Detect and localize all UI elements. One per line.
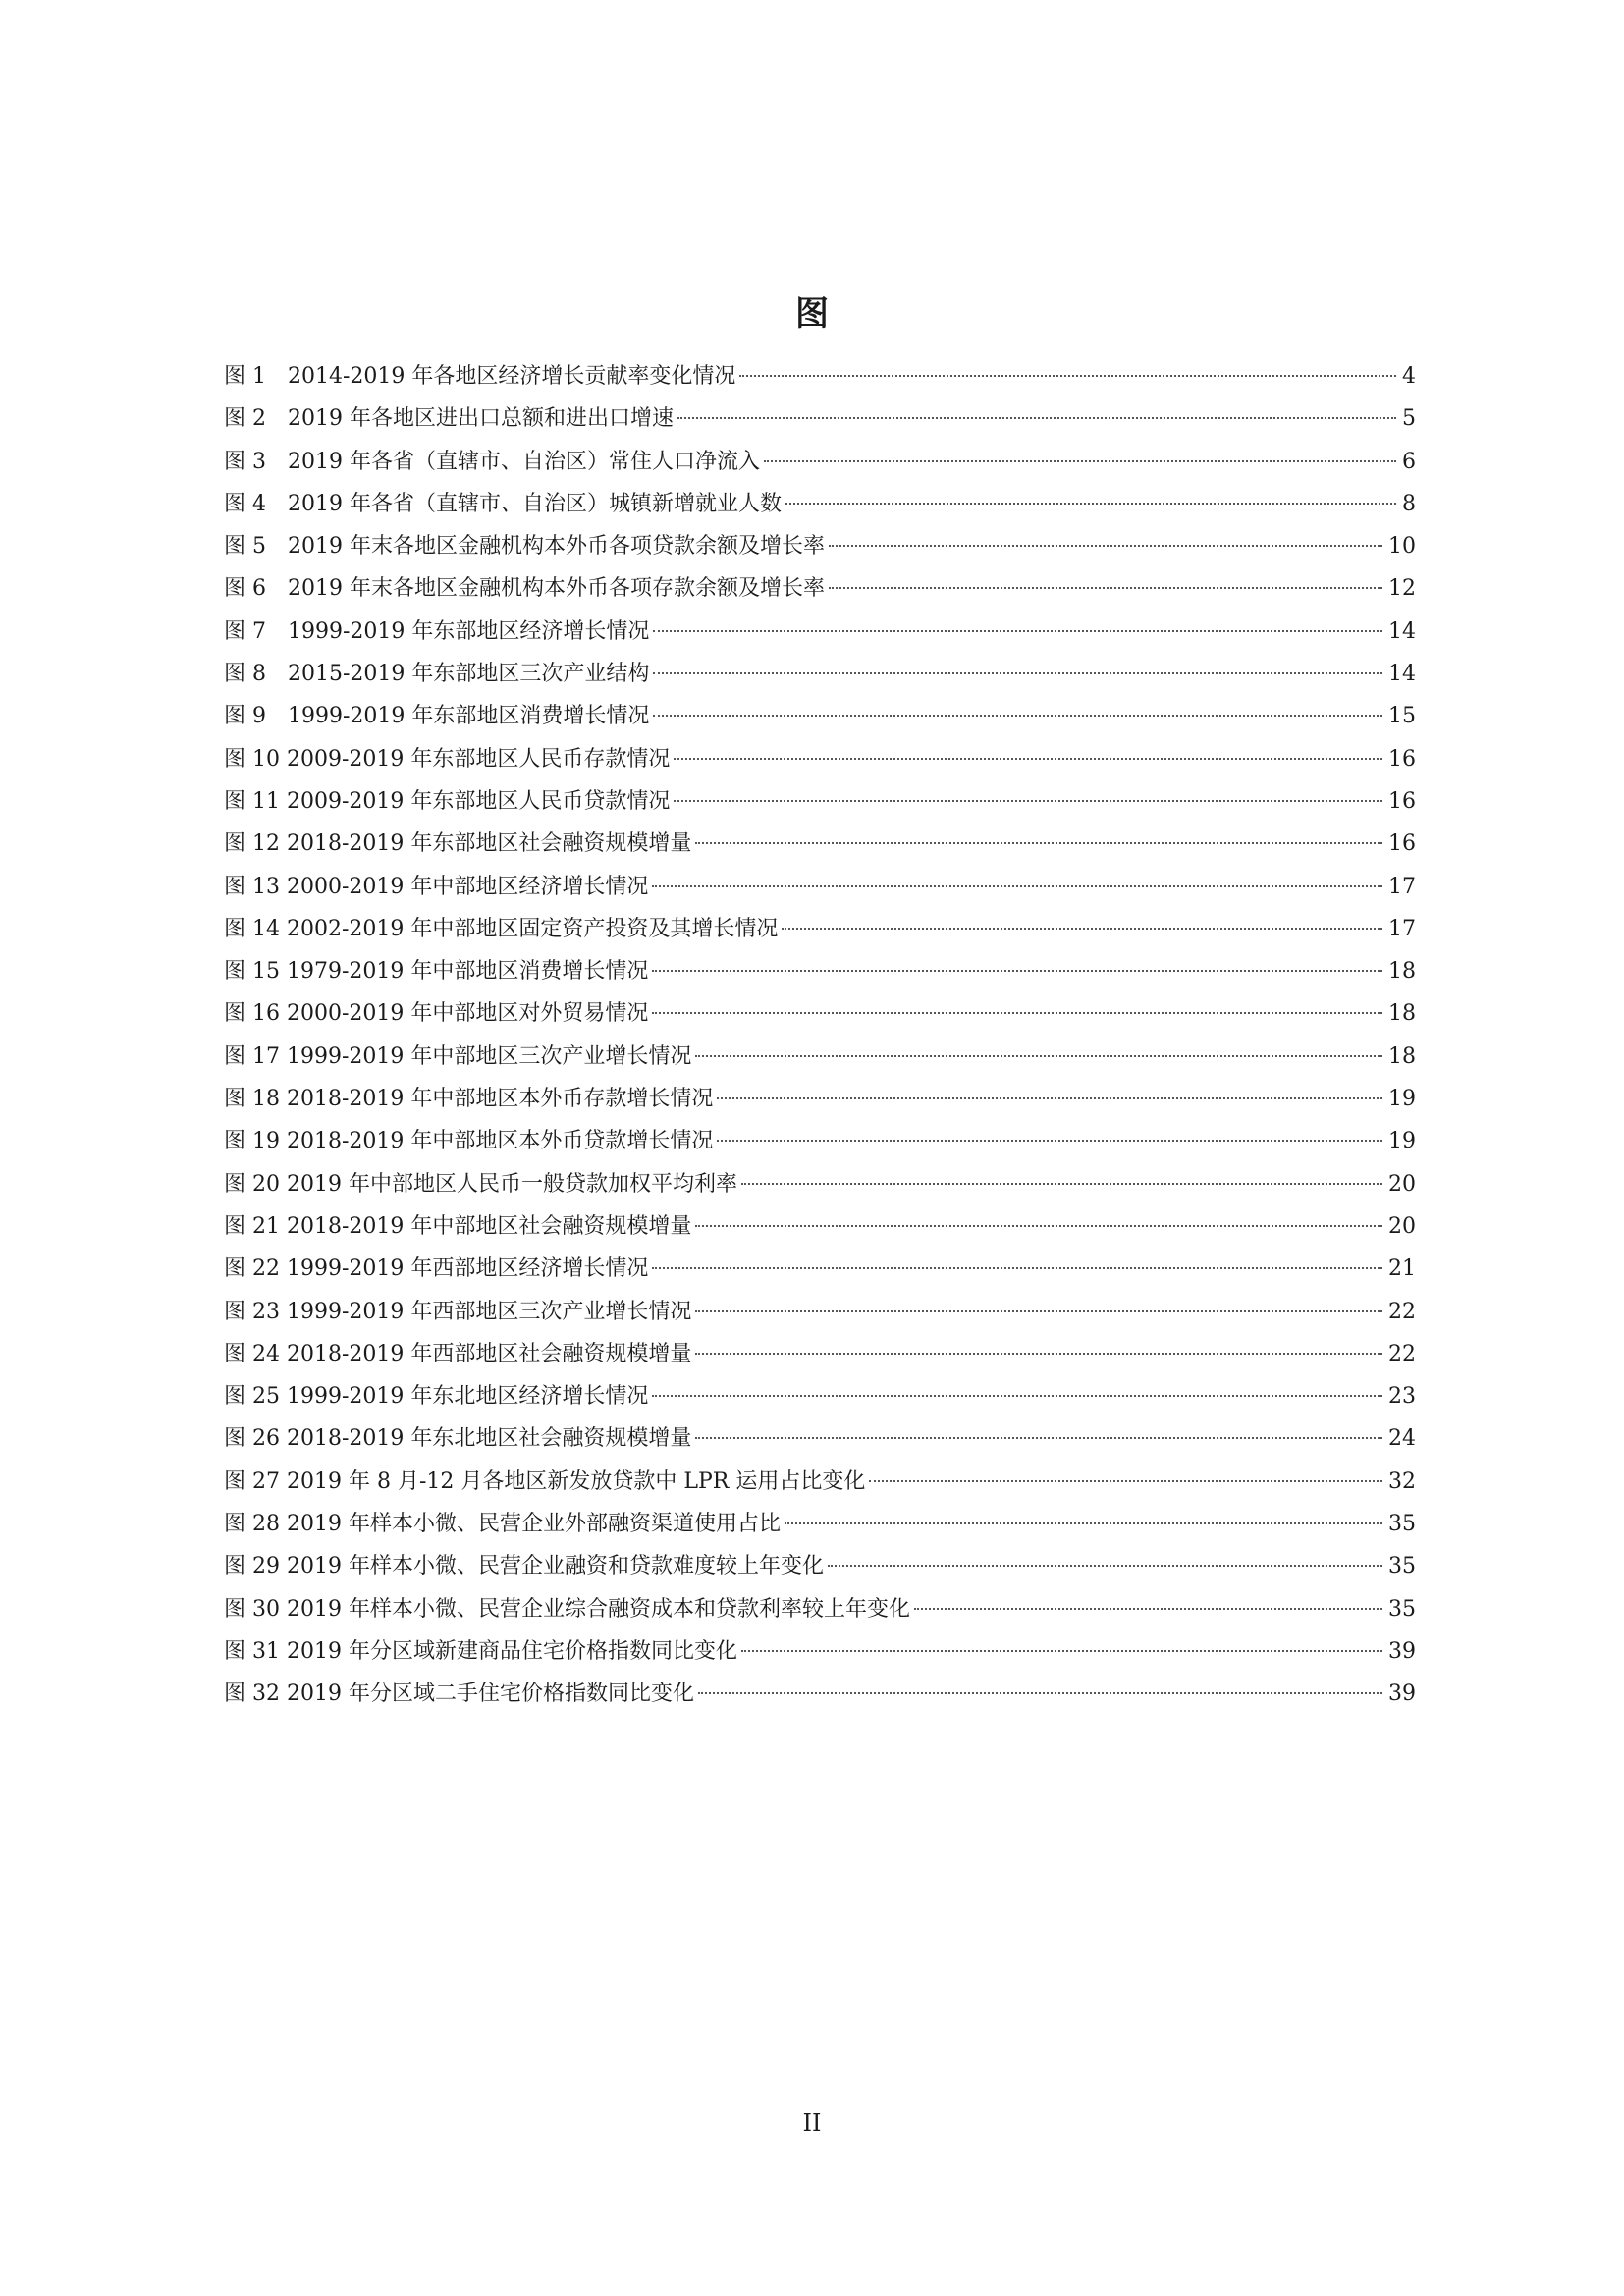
- toc-entry[interactable]: [224, 992, 1416, 1035]
- toc-entry[interactable]: [224, 866, 1416, 908]
- toc-entry-page: 15: [1388, 704, 1416, 729]
- toc-entry-label: 图 18 2018-2019 年中部地区本外币存款增长情况: [224, 1087, 714, 1112]
- toc-entry-label: 图 2 2019 年各地区进出口总额和进出口增速: [224, 406, 674, 432]
- dot-leader: [764, 460, 1396, 462]
- dot-leader: [739, 375, 1396, 377]
- toc-entry[interactable]: [224, 695, 1416, 737]
- dot-leader: [652, 970, 1382, 972]
- toc-entry[interactable]: [224, 1630, 1416, 1673]
- toc-entry-label: 图 7 1999-2019 年东部地区经济增长情况: [224, 618, 650, 644]
- toc-entry-page: 35: [1388, 1512, 1416, 1537]
- toc-entry[interactable]: [224, 611, 1416, 653]
- figure-list: [224, 355, 1416, 1716]
- toc-entry[interactable]: [224, 1291, 1416, 1333]
- toc-entry-label: 图 27 2019 年 8 月-12 月各地区新发放贷款中 LPR 运用占比变化: [224, 1468, 866, 1494]
- toc-entry-label: 图 32 2019 年分区域二手住宅价格指数同比变化: [224, 1682, 694, 1707]
- dot-leader: [829, 587, 1382, 589]
- dot-leader: [785, 503, 1396, 505]
- dot-leader: [652, 885, 1382, 887]
- toc-entry-label: 图 24 2018-2019 年西部地区社会融资规模增量: [224, 1341, 692, 1366]
- dot-leader: [652, 1395, 1382, 1397]
- toc-entry[interactable]: [224, 1333, 1416, 1375]
- toc-entry-page: 19: [1388, 1087, 1416, 1112]
- dot-leader: [782, 928, 1382, 930]
- toc-entry-page: 20: [1388, 1213, 1416, 1239]
- toc-entry-page: 14: [1388, 662, 1416, 687]
- dot-leader: [653, 672, 1382, 674]
- toc-entry-label: 图 16 2000-2019 年中部地区对外贸易情况: [224, 1001, 649, 1027]
- toc-entry-page: 35: [1388, 1554, 1416, 1579]
- dot-leader: [785, 1522, 1382, 1524]
- dot-leader: [695, 1310, 1382, 1312]
- dot-leader: [653, 715, 1382, 717]
- dot-leader: [695, 1437, 1382, 1439]
- toc-entry-label: 图 4 2019 年各省（直辖市、自治区）城镇新增就业人数: [224, 491, 782, 516]
- toc-entry-label: 图 23 1999-2019 年西部地区三次产业增长情况: [224, 1299, 692, 1324]
- toc-entry[interactable]: [224, 525, 1416, 567]
- toc-entry-label: 图 9 1999-2019 年东部地区消费增长情况: [224, 704, 650, 729]
- toc-entry-page: 18: [1388, 959, 1416, 985]
- toc-entry[interactable]: [224, 1163, 1416, 1205]
- toc-entry[interactable]: [224, 1461, 1416, 1503]
- dot-leader: [717, 1140, 1382, 1142]
- dot-leader: [695, 1055, 1382, 1057]
- toc-entry[interactable]: [224, 1248, 1416, 1290]
- toc-entry-page: 17: [1388, 874, 1416, 899]
- toc-entry-page: 23: [1388, 1384, 1416, 1410]
- toc-entry[interactable]: [224, 355, 1416, 398]
- toc-entry-label: 图 17 1999-2019 年中部地区三次产业增长情况: [224, 1043, 692, 1069]
- toc-entry-page: 17: [1388, 916, 1416, 941]
- toc-entry-page: 39: [1388, 1682, 1416, 1707]
- page-title: 图: [795, 294, 829, 334]
- dot-leader: [674, 800, 1382, 802]
- toc-entry[interactable]: [224, 1078, 1416, 1120]
- dot-leader: [741, 1183, 1382, 1185]
- toc-entry-page: 14: [1388, 618, 1416, 644]
- toc-entry[interactable]: [224, 780, 1416, 823]
- toc-entry-page: 24: [1388, 1426, 1416, 1452]
- dot-leader: [652, 1012, 1382, 1014]
- toc-entry-page: 10: [1388, 534, 1416, 560]
- toc-entry-page: 18: [1388, 1043, 1416, 1069]
- toc-entry-label: 图 29 2019 年样本小微、民营企业融资和贷款难度较上年变化: [224, 1554, 824, 1579]
- toc-entry-label: 图 19 2018-2019 年中部地区本外币贷款增长情况: [224, 1129, 714, 1154]
- toc-entry-page: 35: [1388, 1596, 1416, 1622]
- dot-leader: [653, 630, 1382, 632]
- toc-entry-page: 4: [1402, 364, 1416, 389]
- dot-leader: [829, 545, 1382, 547]
- dot-leader: [828, 1565, 1382, 1567]
- toc-entry-label: 图 28 2019 年样本小微、民营企业外部融资渠道使用占比: [224, 1512, 781, 1537]
- dot-leader: [914, 1608, 1382, 1610]
- toc-entry-page: 6: [1402, 449, 1416, 474]
- toc-entry-page: 22: [1388, 1341, 1416, 1366]
- toc-entry-page: 20: [1388, 1171, 1416, 1197]
- dot-leader: [717, 1097, 1382, 1099]
- toc-entry-page: 32: [1388, 1468, 1416, 1494]
- dot-leader: [695, 842, 1382, 844]
- toc-entry-label: 图 21 2018-2019 年中部地区社会融资规模增量: [224, 1213, 692, 1239]
- toc-entry-label: 图 25 1999-2019 年东北地区经济增长情况: [224, 1384, 649, 1410]
- toc-entry[interactable]: [224, 738, 1416, 780]
- toc-entry-label: 图 14 2002-2019 年中部地区固定资产投资及其增长情况: [224, 916, 779, 941]
- toc-entry-page: 19: [1388, 1129, 1416, 1154]
- toc-entry-page: 5: [1402, 406, 1416, 432]
- dot-leader: [677, 417, 1396, 419]
- toc-entry[interactable]: [224, 1417, 1416, 1460]
- toc-entry-label: 图 12 2018-2019 年东部地区社会融资规模增量: [224, 831, 692, 857]
- dot-leader: [698, 1692, 1382, 1694]
- toc-entry[interactable]: [224, 1375, 1416, 1417]
- toc-entry-label: 图 30 2019 年样本小微、民营企业综合融资成本和贷款利率较上年变化: [224, 1596, 910, 1622]
- toc-entry-page: 16: [1388, 831, 1416, 857]
- toc-entry[interactable]: [224, 1120, 1416, 1162]
- toc-entry-page: 8: [1402, 491, 1416, 516]
- toc-entry[interactable]: [224, 398, 1416, 440]
- toc-entry-page: 18: [1388, 1001, 1416, 1027]
- toc-entry-label: 图 10 2009-2019 年东部地区人民币存款情况: [224, 746, 671, 772]
- toc-entry[interactable]: [224, 1673, 1416, 1715]
- toc-entry-page: 12: [1388, 576, 1416, 602]
- toc-entry[interactable]: [224, 1205, 1416, 1248]
- toc-entry[interactable]: [224, 1588, 1416, 1630]
- toc-entry-label: 图 26 2018-2019 年东北地区社会融资规模增量: [224, 1426, 692, 1452]
- toc-entry-label: 图 22 1999-2019 年西部地区经济增长情况: [224, 1256, 649, 1282]
- toc-entry[interactable]: [224, 483, 1416, 525]
- toc-entry[interactable]: [224, 1503, 1416, 1545]
- toc-entry[interactable]: [224, 653, 1416, 695]
- toc-entry-label: 图 11 2009-2019 年东部地区人民币贷款情况: [224, 788, 671, 814]
- dot-leader: [695, 1353, 1382, 1355]
- dot-leader: [674, 758, 1382, 760]
- toc-entry[interactable]: [224, 441, 1416, 483]
- toc-entry[interactable]: [224, 567, 1416, 610]
- page-number: II: [802, 2109, 822, 2137]
- toc-entry-page: 22: [1388, 1299, 1416, 1324]
- toc-entry-label: 图 1 2014-2019 年各地区经济增长贡献率变化情况: [224, 364, 736, 389]
- toc-entry[interactable]: [224, 908, 1416, 950]
- toc-entry-label: 图 5 2019 年末各地区金融机构本外币各项贷款余额及增长率: [224, 534, 825, 560]
- dot-leader: [695, 1225, 1382, 1227]
- toc-entry-label: 图 8 2015-2019 年东部地区三次产业结构: [224, 662, 650, 687]
- dot-leader: [741, 1650, 1382, 1652]
- toc-entry-page: 16: [1388, 746, 1416, 772]
- toc-entry[interactable]: [224, 950, 1416, 992]
- toc-entry-label: 图 15 1979-2019 年中部地区消费增长情况: [224, 959, 649, 985]
- toc-entry-label: 图 13 2000-2019 年中部地区经济增长情况: [224, 874, 649, 899]
- toc-entry-page: 21: [1388, 1256, 1416, 1282]
- toc-entry[interactable]: [224, 823, 1416, 865]
- toc-entry[interactable]: [224, 1545, 1416, 1587]
- toc-entry-page: 39: [1388, 1638, 1416, 1664]
- dot-leader: [652, 1267, 1382, 1269]
- toc-entry[interactable]: [224, 1036, 1416, 1078]
- toc-entry-label: 图 6 2019 年末各地区金融机构本外币各项存款余额及增长率: [224, 576, 825, 602]
- toc-entry-page: 16: [1388, 788, 1416, 814]
- toc-entry-label: 图 3 2019 年各省（直辖市、自治区）常住人口净流入: [224, 449, 760, 474]
- toc-entry-label: 图 20 2019 年中部地区人民币一般贷款加权平均利率: [224, 1171, 737, 1197]
- toc-entry-label: 图 31 2019 年分区域新建商品住宅价格指数同比变化: [224, 1638, 737, 1664]
- dot-leader: [869, 1480, 1382, 1482]
